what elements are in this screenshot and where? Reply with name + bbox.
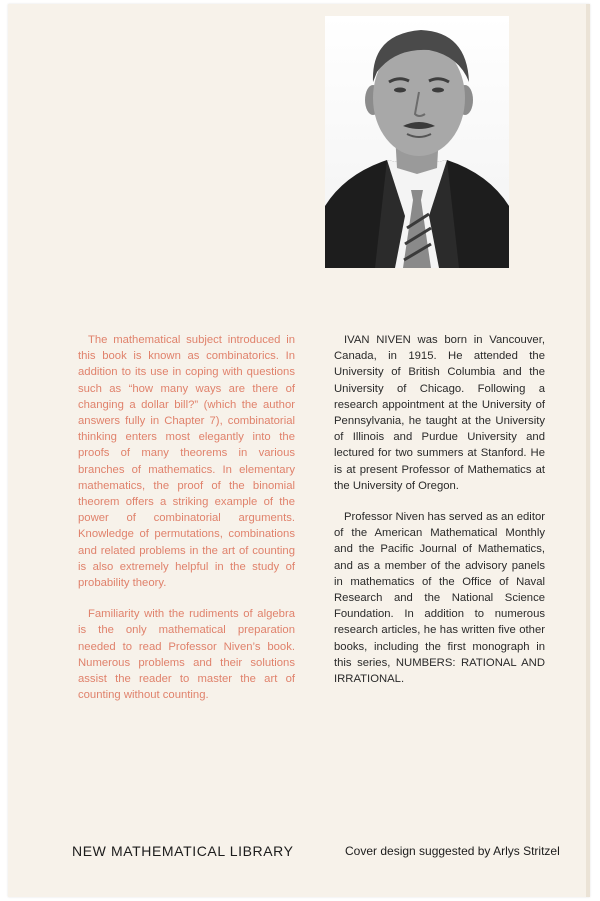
description-paragraph: Familiarity with the rudiments of algebra is the only mathematical preparation needed to read Professor Niven’s book. Numerous problems and their solutions assist the reader to master the art of counting without counting. (78, 608, 295, 702)
book-description (78, 332, 295, 703)
cover-design-credit: Cover design suggested by Arlys Stritzel (345, 844, 560, 858)
author-biography (334, 332, 545, 687)
biography-paragraph: Professor Niven has served as an editor of the American Mathematical Monthly and the Pacific Journal of Mathematics, and as a member of the advisory panels in mathematics of the Office of Naval Research and the National Science Foundation. In addition to numerous research articles, he has written five other books, including the first monograph in this series, NUMBERS: RATIONAL AND IRRATIONAL. (334, 511, 545, 686)
biography-paragraph: IVAN NIVEN was born in Vancouver, Canada, in 1915. He attended the University of British Columbia and the University of Chicago. Following a research appointment at the University of Pennsylvania, he taught at the University of Illinois and Purdue University and lectured for two summers at Stanford. He is at present Professor of Mathematics at the University of Oregon. (334, 334, 545, 492)
back-cover (8, 4, 590, 897)
author-photo (325, 16, 509, 268)
description-paragraph: The mathematical subject introduced in this book is known as combinatorics. In addition to its use in coping with questions such as “how many ways are there of changing a dollar bill?” (which the author answers fully in Chapter 7), combinatorial thinking enters most elegantly into the proofs of many theorems in various branches of mathematics. In elementary mathematics, the proof of the binomial theorem offers a striking example of the power of combinatorial arguments. Knowledge of permutations, combinations and related problems in the art of counting is also extremely helpful in the study of probability theory. (78, 334, 295, 590)
series-title: NEW MATHEMATICAL LIBRARY (72, 843, 294, 859)
